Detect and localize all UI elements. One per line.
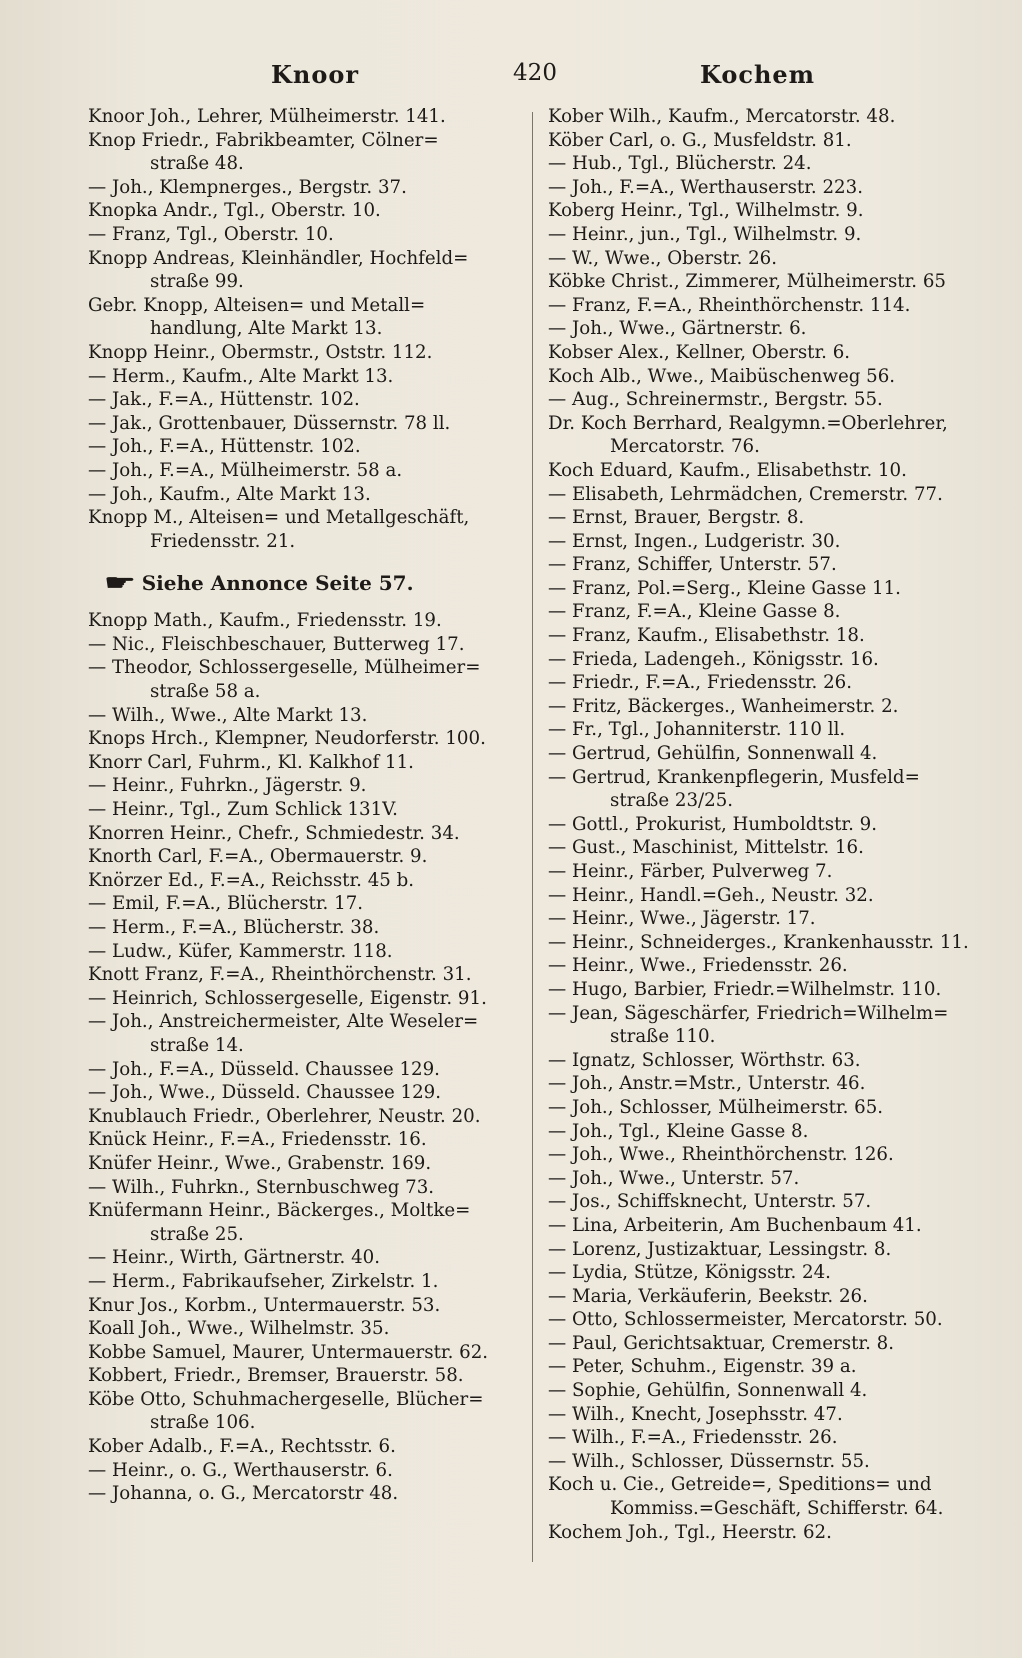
directory-entry: Kobbert, Friedr., Bremser, Brauerstr. 58. — [88, 1365, 464, 1387]
directory-entry: — Gust., Maschinist, Mittelstr. 16. — [548, 837, 864, 859]
directory-entry: — Heinr., Schneiderges., Krankenhausstr. 11. — [548, 931, 969, 953]
directory-entry: Knüfer Heinr., Wwe., Grabenstr. 169. — [88, 1152, 432, 1174]
directory-entry: — Joh., F.=A., Hüttenstr. 102. — [88, 436, 361, 458]
directory-entry: — Heinr., Fuhrkn., Jägerstr. 9. — [88, 775, 367, 797]
directory-entry: — Heinrich, Schlossergeselle, Eigenstr. 91. — [88, 987, 487, 1009]
directory-entry: — Joh., Klempnerges., Bergstr. 37. — [88, 176, 407, 198]
directory-entry: Knörzer Ed., F.=A., Reichsstr. 45 b. — [88, 869, 415, 891]
directory-entry: — Franz, F.=A., Rheinthörchenstr. 114. — [548, 294, 911, 316]
directory-entry: Knopp M., Alteisen= und Metallgeschäft, — [88, 507, 470, 529]
directory-entry: — Heinr., o. G., Werthauserstr. 6. — [88, 1459, 393, 1481]
directory-entry: Knüfermann Heinr., Bäckerges., Moltke= — [88, 1200, 471, 1222]
directory-entry: — Fritz, Bäckerges., Wanheimerstr. 2. — [548, 695, 899, 717]
directory-entry: Knorren Heinr., Chefr., Schmiedestr. 34. — [88, 822, 460, 844]
directory-entry: — Maria, Verkäuferin, Beekstr. 26. — [548, 1285, 868, 1307]
directory-entry: — Herm., Fabrikaufseher, Zirkelstr. 1. — [88, 1270, 439, 1292]
directory-entry: — Lydia, Stütze, Königsstr. 24. — [548, 1262, 831, 1284]
running-head-right: Kochem — [700, 60, 816, 89]
directory-entry: — Ludw., Küfer, Kammerstr. 118. — [88, 940, 393, 962]
directory-entry: — Joh., Wwe., Rheinthörchenstr. 126. — [548, 1144, 894, 1166]
directory-entry: — Aug., Schreinermstr., Bergstr. 55. — [548, 389, 883, 411]
pointing-hand-icon: ☛ — [104, 570, 136, 597]
directory-entry: — Frieda, Ladengeh., Königsstr. 16. — [548, 648, 879, 670]
directory-entry: — Ernst, Ingen., Ludgeristr. 30. — [548, 530, 841, 552]
directory-entry: — Gottl., Prokurist, Humboldtstr. 9. — [548, 813, 877, 835]
directory-entry: — Joh., Kaufm., Alte Markt 13. — [88, 483, 371, 505]
directory-entry: — Wilh., Fuhrkn., Sternbuschweg 73. — [88, 1176, 435, 1198]
directory-entry: — Heinr., Tgl., Zum Schlick 131V. — [88, 799, 398, 821]
directory-entry: — Jak., Grottenbauer, Düssernstr. 78 ll. — [88, 412, 451, 434]
directory-entry: — Wilh., Knecht, Josephsstr. 47. — [548, 1403, 843, 1425]
directory-entry: Koch u. Cie., Getreide=, Speditions= und — [548, 1474, 932, 1496]
directory-entry: Knück Heinr., F.=A., Friedensstr. 16. — [88, 1129, 427, 1151]
directory-entry: — Joh., Schlosser, Mülheimerstr. 65. — [548, 1096, 884, 1118]
directory-entry: Koch Alb., Wwe., Maibüschenweg 56. — [548, 365, 896, 387]
directory-entry: — Joh., F.=A., Werthauserstr. 223. — [548, 176, 863, 198]
entry-continuation: straße 14. — [150, 1034, 244, 1056]
directory-entry: — Heinr., jun., Tgl., Wilhelmstr. 9. — [548, 223, 862, 245]
directory-entry: — Hub., Tgl., Blücherstr. 24. — [548, 153, 812, 175]
directory-entry: — Paul, Gerichtsaktuar, Cremerstr. 8. — [548, 1332, 894, 1354]
directory-entry: — Joh., Anstr.=Mstr., Unterstr. 46. — [548, 1073, 866, 1095]
directory-entry: Knops Hrch., Klempner, Neudorferstr. 100. — [88, 728, 486, 750]
directory-entry: — Joh., Wwe., Gärtnerstr. 6. — [548, 318, 807, 340]
directory-entry: — Heinr., Wirth, Gärtnerstr. 40. — [88, 1247, 381, 1269]
directory-entry: — Heinr., Wwe., Friedensstr. 26. — [548, 955, 848, 977]
annonce-reference — [88, 569, 508, 597]
directory-entry: — Wilh., Wwe., Alte Markt 13. — [88, 704, 368, 726]
directory-entry: — Sophie, Gehülfin, Sonnenwall 4. — [548, 1380, 868, 1402]
directory-entry: — Gertrud, Gehülfin, Sonnenwall 4. — [548, 743, 878, 765]
entry-continuation: straße 48. — [150, 153, 244, 175]
right-column — [548, 105, 968, 1544]
entry-continuation: straße 25. — [150, 1223, 244, 1245]
directory-entry: — Lorenz, Justizaktuar, Lessingstr. 8. — [548, 1238, 892, 1260]
directory-entry: — Jean, Sägeschärfer, Friedrich=Wilhelm= — [548, 1002, 949, 1024]
directory-entry: Knur Jos., Korbm., Untermauerstr. 53. — [88, 1294, 441, 1316]
annonce-text: Siehe Annonce Seite 57. — [141, 571, 414, 596]
directory-entry: — Joh., Anstreichermeister, Alte Weseler= — [88, 1011, 479, 1033]
directory-entry: — Fr., Tgl., Johanniterstr. 110 ll. — [548, 719, 846, 741]
entry-continuation: straße 23/25. — [610, 790, 734, 812]
directory-entry: Kobser Alex., Kellner, Oberstr. 6. — [548, 341, 851, 363]
entry-continuation: Kommiss.=Geschäft, Schifferstr. 64. — [610, 1498, 944, 1520]
directory-entry: — Herm., Kaufm., Alte Markt 13. — [88, 365, 394, 387]
entry-continuation: straße 106. — [150, 1412, 256, 1434]
directory-entry: — Jos., Schiffsknecht, Unterstr. 57. — [548, 1191, 872, 1213]
directory-entry: — Joh., Wwe., Unterstr. 57. — [548, 1167, 800, 1189]
entry-continuation: straße 110. — [610, 1026, 716, 1048]
directory-entry: — Wilh., Schlosser, Düssernstr. 55. — [548, 1450, 870, 1472]
directory-entry: — Lina, Arbeiterin, Am Buchenbaum 41. — [548, 1214, 922, 1236]
directory-entry: Dr. Koch Berrhard, Realgymn.=Oberlehrer, — [548, 412, 948, 434]
directory-entry: Knop Friedr., Fabrikbeamter, Cölner= — [88, 129, 439, 151]
directory-entry: Köbe Otto, Schuhmachergeselle, Blücher= — [88, 1388, 484, 1410]
directory-entry: Knopp Andreas, Kleinhändler, Hochfeld= — [88, 247, 469, 269]
directory-entry: — Gertrud, Krankenpflegerin, Musfeld= — [548, 766, 920, 788]
directory-entry: — Ernst, Brauer, Bergstr. 8. — [548, 507, 805, 529]
directory-entry: — Franz, Tgl., Oberstr. 10. — [88, 223, 334, 245]
directory-entry: — Emil, F.=A., Blücherstr. 17. — [88, 893, 364, 915]
directory-entry: — Nic., Fleischbeschauer, Butterweg 17. — [88, 633, 465, 655]
entry-continuation: Mercatorstr. 76. — [610, 436, 760, 458]
directory-entry: — Herm., F.=A., Blücherstr. 38. — [88, 917, 380, 938]
directory-entry: — Ignatz, Schlosser, Wörthstr. 63. — [548, 1049, 861, 1071]
running-head-left: Knoor — [271, 60, 359, 89]
entry-continuation: Friedensstr. 21. — [150, 530, 296, 552]
directory-entry: — Franz, F.=A., Kleine Gasse 8. — [548, 601, 841, 623]
directory-entry: — Peter, Schuhm., Eigenstr. 39 a. — [548, 1356, 857, 1378]
directory-entry: Knorr Carl, Fuhrm., Kl. Kalkhof 11. — [88, 751, 414, 773]
directory-entry: Köbke Christ., Zimmerer, Mülheimerstr. 65 — [548, 271, 946, 293]
directory-entry: Koch Eduard, Kaufm., Elisabethstr. 10. — [548, 459, 907, 481]
directory-entry: Koall Joh., Wwe., Wilhelmstr. 35. — [88, 1318, 390, 1340]
directory-entry: — Heinr., Wwe., Jägerstr. 17. — [548, 908, 816, 930]
directory-entry: — Joh., F.=A., Düsseld. Chaussee 129. — [88, 1058, 440, 1080]
directory-entry: — Elisabeth, Lehrmädchen, Cremerstr. 77. — [548, 483, 943, 505]
directory-entry: Knublauch Friedr., Oberlehrer, Neustr. 20. — [88, 1105, 481, 1127]
entry-continuation: handlung, Alte Markt 13. — [150, 318, 383, 340]
directory-entry: — Franz, Schiffer, Unterstr. 57. — [548, 554, 837, 576]
left-column — [88, 105, 508, 1506]
directory-entry: — W., Wwe., Oberstr. 26. — [548, 247, 778, 269]
directory-entry: — Theodor, Schlossergeselle, Mülheimer= — [88, 657, 481, 679]
directory-entry: Knopp Heinr., Obermstr., Oststr. 112. — [88, 341, 433, 363]
directory-entry: Knoor Joh., Lehrer, Mülheimerstr. 141. — [88, 106, 446, 127]
directory-entry: — Wilh., F.=A., Friedensstr. 26. — [548, 1427, 838, 1449]
directory-entry: Knopka Andr., Tgl., Oberstr. 10. — [88, 200, 381, 222]
directory-entry: Kober Wilh., Kaufm., Mercatorstr. 48. — [548, 106, 896, 127]
entry-continuation: straße 58 a. — [150, 681, 261, 703]
directory-entry: — Joh., Wwe., Düsseld. Chaussee 129. — [88, 1082, 442, 1104]
directory-entry: Knorth Carl, F.=A., Obermauerstr. 9. — [88, 846, 428, 868]
directory-entry: — Joh., F.=A., Mülheimerstr. 58 a. — [88, 459, 403, 481]
directory-entry: — Jak., F.=A., Hüttenstr. 102. — [88, 389, 360, 411]
directory-entry: — Hugo, Barbier, Friedr.=Wilhelmstr. 110. — [548, 978, 942, 1000]
directory-entry: Köber Carl, o. G., Musfeldstr. 81. — [548, 129, 852, 151]
directory-entry: — Joh., Tgl., Kleine Gasse 8. — [548, 1120, 809, 1142]
directory-entry: — Franz, Pol.=Serg., Kleine Gasse 11. — [548, 577, 901, 599]
directory-entry: Gebr. Knopp, Alteisen= und Metall= — [88, 294, 426, 316]
directory-entry: — Otto, Schlossermeister, Mercatorstr. 50. — [548, 1309, 943, 1331]
directory-entry: — Franz, Kaufm., Elisabethstr. 18. — [548, 625, 865, 647]
entry-continuation: straße 99. — [150, 271, 244, 293]
directory-entry: Knopp Math., Kaufm., Friedensstr. 19. — [88, 610, 442, 632]
directory-entry: — Heinr., Färber, Pulverweg 7. — [548, 861, 833, 882]
page-number: 420 — [513, 60, 557, 86]
directory-entry: — Heinr., Handl.=Geh., Neustr. 32. — [548, 884, 874, 906]
directory-entry: Kobbe Samuel, Maurer, Untermauerstr. 62. — [88, 1341, 489, 1363]
directory-entry: — Johanna, o. G., Mercatorstr 48. — [88, 1483, 399, 1505]
directory-entry: Knott Franz, F.=A., Rheinthörchenstr. 31. — [88, 964, 472, 986]
directory-entry: Koberg Heinr., Tgl., Wilhelmstr. 9. — [548, 200, 864, 222]
directory-entry: — Friedr., F.=A., Friedensstr. 26. — [548, 672, 852, 694]
directory-entry: Kochem Joh., Tgl., Heerstr. 62. — [548, 1521, 832, 1543]
directory-entry: Kober Adalb., F.=A., Rechtsstr. 6. — [88, 1436, 396, 1458]
column-divider — [532, 112, 533, 1562]
